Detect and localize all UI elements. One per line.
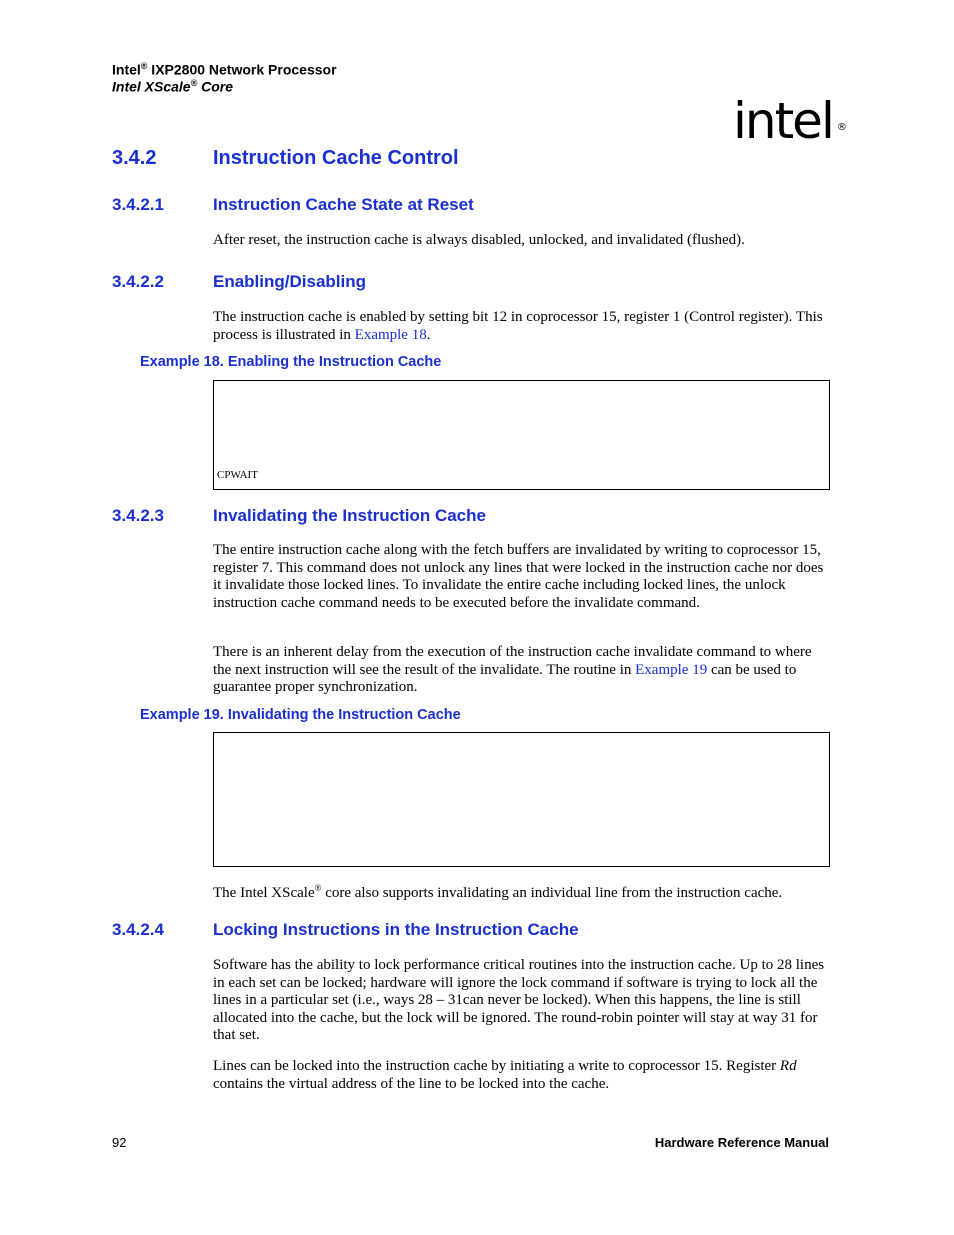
- section-heading-3-4-2: [112, 147, 459, 170]
- section-heading-3-4-2-3: [112, 506, 486, 526]
- section-heading-3-4-2-4: [112, 920, 579, 940]
- paragraph-text: .: [426, 326, 431, 343]
- paragraph-text: core also supports invalidating an individual line from the instruction cache.: [321, 885, 783, 901]
- section-title: Invalidating the Instruction Cache: [213, 506, 486, 525]
- header-core: Core: [197, 78, 234, 95]
- logo-reg-mark: ®: [836, 122, 845, 133]
- page-number: 92: [112, 1135, 127, 1150]
- header-core-line: [112, 78, 233, 95]
- paragraph-text: The Intel XScale: [213, 885, 315, 901]
- header-core-reg-mark: ®: [190, 78, 198, 88]
- paragraph-text: Lines can be locked into the instruction cache by initiating a write to coprocessor 15. Register: [213, 1058, 780, 1074]
- paragraph-locking: Software has the ability to lock performance critical routines into the instruction cache. Up to 28 lines in each set can be locked; hardware will ignore the lock command if software is trying to lock all the lines in a particular set (i.e., ways 28 – 31can never be locked). When this happens, the line is still allocated into the cache, but the lock will be ignored. The round-robin pointer will stay at way 31 for that set.: [213, 957, 825, 1043]
- paragraph-text: can be used to guarantee proper synchronization.: [213, 661, 797, 695]
- section-title: Instruction Cache State at Reset: [213, 195, 474, 214]
- paragraph-reset-state: After reset, the instruction cache is always disabled, unlocked, and invalidated (flushed).: [213, 232, 745, 248]
- header-reg-mark: ®: [140, 61, 148, 71]
- example-18-link[interactable]: Example 18: [354, 326, 427, 343]
- section-number: 3.4.2: [112, 147, 157, 169]
- section-title: Enabling/Disabling: [213, 272, 367, 291]
- example-19-link[interactable]: Example 19: [635, 661, 708, 678]
- paragraph-enabling: [213, 309, 829, 344]
- header-product: IXP2800 Network Processor: [147, 61, 337, 78]
- header-product-line: [112, 61, 337, 78]
- section-heading-3-4-2-1: [112, 195, 474, 215]
- logo-text: intel: [733, 92, 833, 150]
- section-number: 3.4.2.3: [112, 506, 164, 525]
- paragraph-text: The instruction cache is enabled by setting bit 12 in coprocessor 15, register 1 (Control register). This process is illustrated in: [213, 309, 823, 343]
- header-brand: Intel: [112, 61, 141, 78]
- section-number: 3.4.2.4: [112, 920, 164, 939]
- paragraph-locking-rd: [213, 1058, 829, 1093]
- section-number: 3.4.2.1: [112, 195, 164, 214]
- code-line: CPWAIT: [217, 469, 258, 481]
- intel-logo: [733, 92, 845, 150]
- paragraph-invalidate-delay: [213, 644, 829, 697]
- section-heading-3-4-2-2: [112, 272, 366, 292]
- footer-manual-title: Hardware Reference Manual: [654, 1135, 829, 1150]
- reg-mark: ®: [314, 883, 322, 893]
- example-19-caption: Example 19. Invalidating the Instruction Cache: [140, 707, 461, 723]
- paragraph-text: There is an inherent delay from the execution of the instruction cache invalidate command to where the next instruction will see the result of the invalidate. The routine in: [213, 644, 812, 678]
- register-name: Rd: [779, 1058, 797, 1074]
- paragraph-text: contains the virtual address of the line to be locked into the cache.: [213, 1075, 610, 1092]
- paragraph-invalidate-cache: The entire instruction cache along with the fetch buffers are invalidated by writing to coprocessor 15, register 7. This command does not unlock any lines that were locked in the instruction cache nor does it invalidate those locked lines. To invalidate the entire cache including locked lines, the unlock instruction cache command needs to be executed before the invalidate command.: [213, 542, 824, 611]
- section-title: Instruction Cache Control: [213, 147, 459, 169]
- example-18-caption: Example 18. Enabling the Instruction Cache: [140, 354, 442, 370]
- example-18-code-box: [213, 380, 830, 490]
- header-core-brand: Intel XScale: [112, 78, 191, 95]
- section-title: Locking Instructions in the Instruction Cache: [213, 920, 579, 939]
- example-19-code-box: [213, 732, 830, 867]
- section-number: 3.4.2.2: [112, 272, 164, 291]
- paragraph-line-invalidate: [213, 880, 829, 903]
